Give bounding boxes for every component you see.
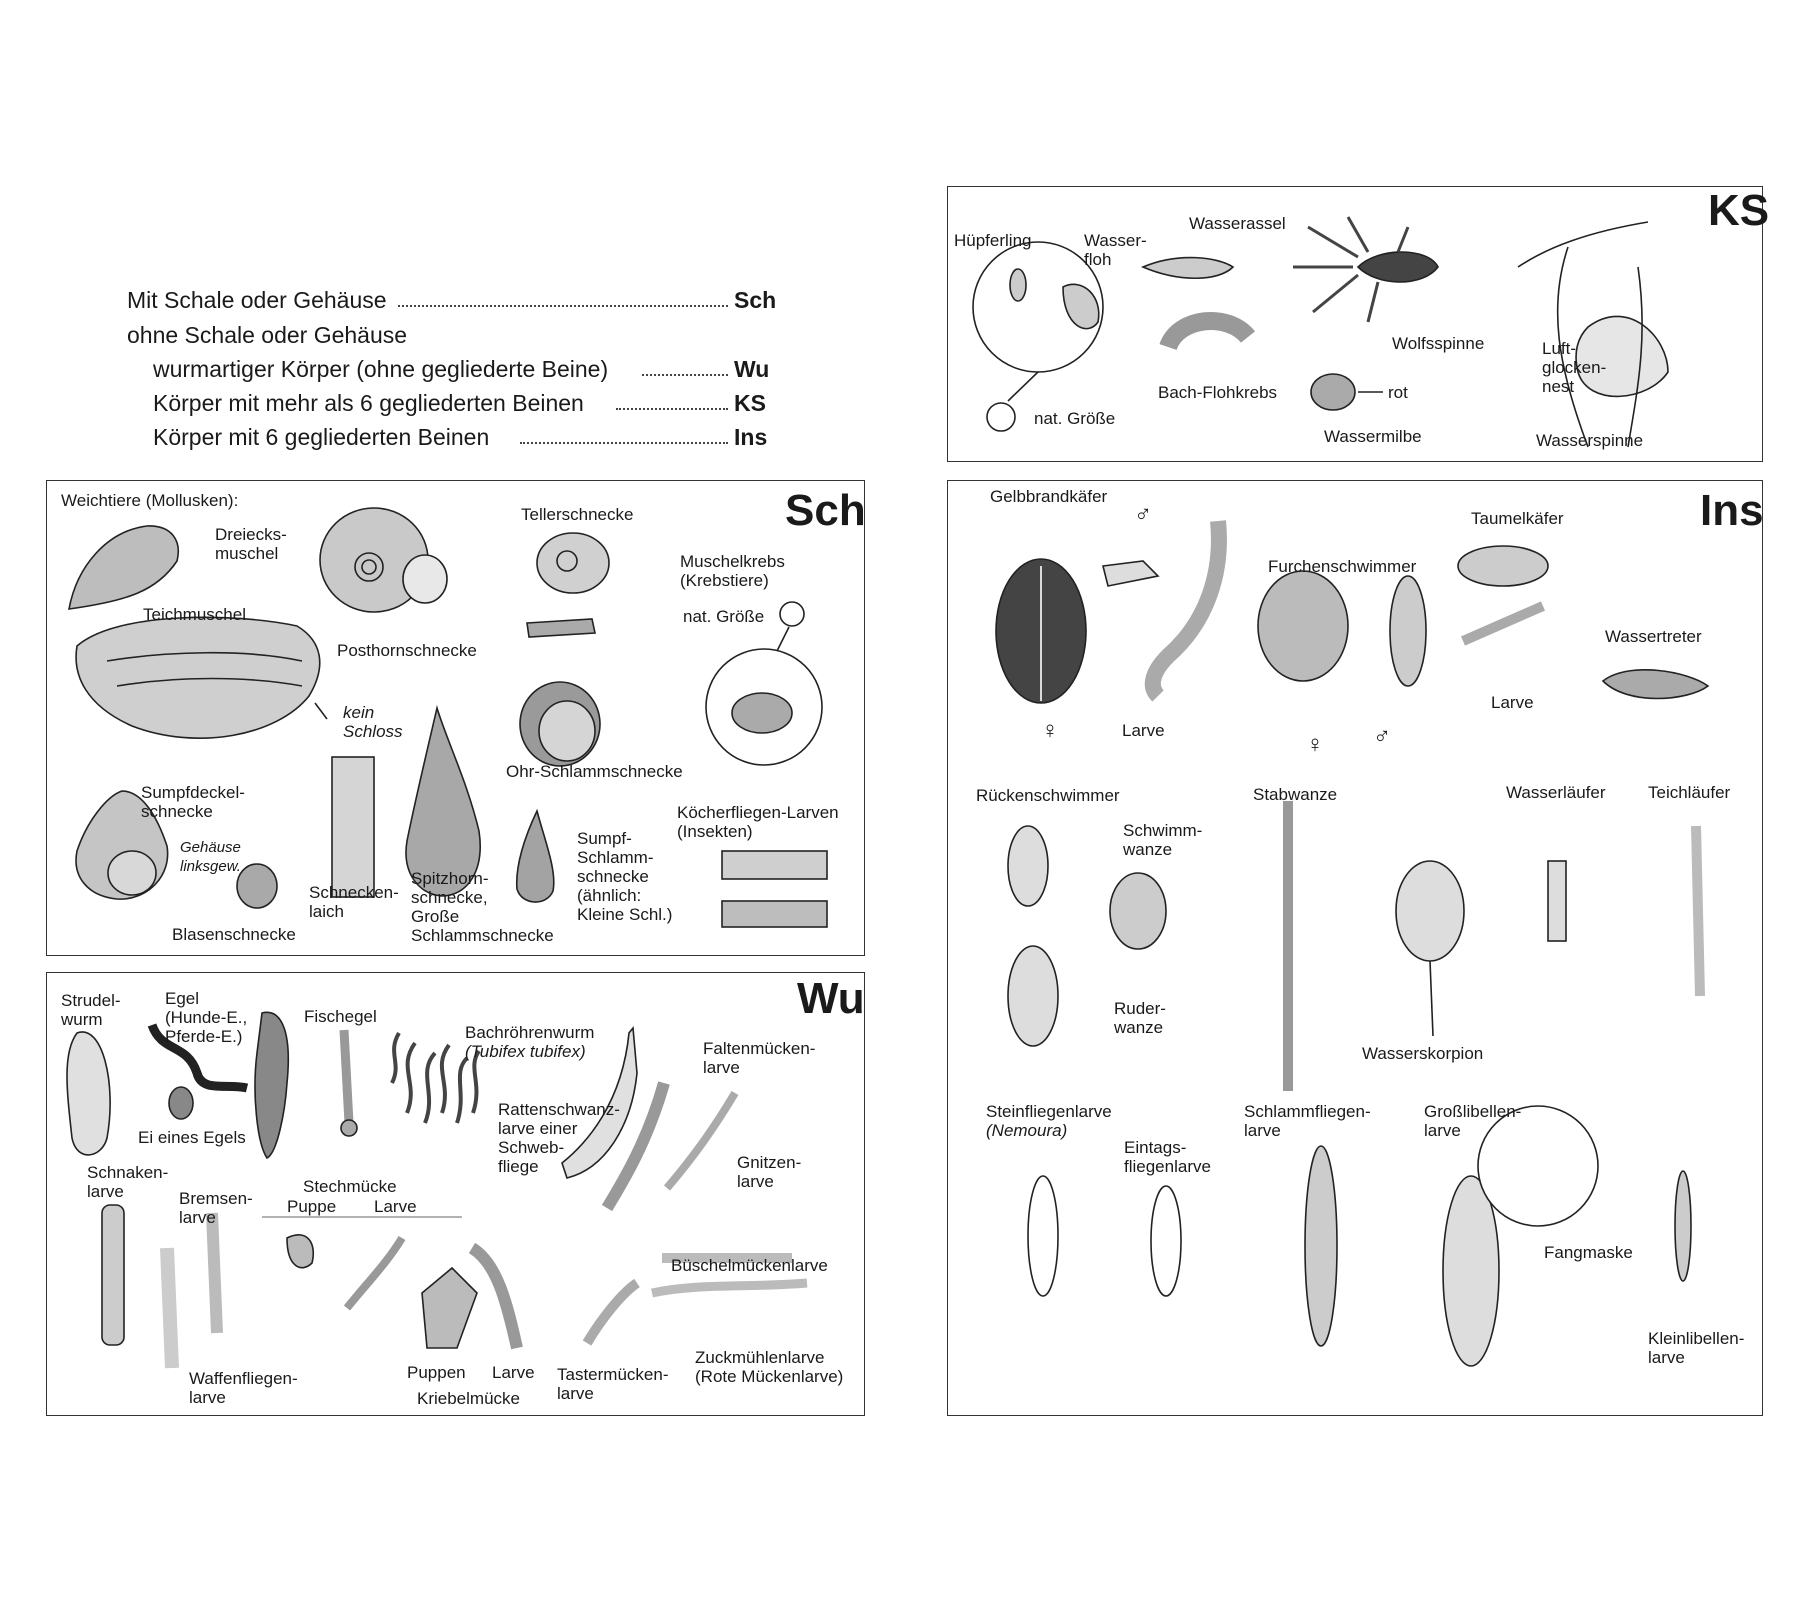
label-stechmuecke: Stechmücke xyxy=(303,1177,397,1196)
label-kleinlibellenlarve: Kleinlibellen- larve xyxy=(1648,1329,1745,1367)
label-blasenschnecke: Blasenschnecke xyxy=(172,925,296,944)
label-spitzhornschnecke: Spitzhorn- schnecke, Große Schlammschnecke xyxy=(411,869,554,945)
flohkrebs-shape xyxy=(1168,321,1248,347)
key-row-shell: Mit Schale oder Gehäuse xyxy=(127,287,387,313)
rueckenschwimmer-shape xyxy=(1008,826,1048,906)
steinfliegenlarve-shape xyxy=(1028,1176,1058,1296)
label-male-1: ♂ xyxy=(1134,501,1152,528)
kriebelmuecke-larve-shape xyxy=(472,1248,517,1348)
label-wassermilbe: Wassermilbe xyxy=(1324,427,1422,446)
label-waffenfliegenlarve: Waffenfliegen- larve xyxy=(189,1369,298,1407)
label-nat-groesse: nat. Größe xyxy=(683,607,765,626)
label-teichmuschel: Teichmuschel xyxy=(143,605,246,624)
furchenschwimmer-side xyxy=(1390,576,1426,686)
label-male-2: ♂ xyxy=(1373,723,1391,750)
label-faltenmueckenlarve: Faltenmücken- larve xyxy=(703,1039,816,1077)
key-row-insect: Körper mit 6 gegliederten Beinen xyxy=(153,424,490,450)
label-wassertreter: Wassertreter xyxy=(1605,627,1702,646)
koecherfliegen-larve-2 xyxy=(722,901,827,927)
panel-title-ks: KS xyxy=(1708,186,1770,235)
kriebelmuecke-puppen-shape xyxy=(422,1268,477,1348)
label-koecherfliegen: Köcherfliegen-Larven (Insekten) xyxy=(677,803,839,841)
wassermilbe-shape xyxy=(1311,374,1355,410)
label-larve: Larve xyxy=(374,1197,417,1216)
hundeegel-shape xyxy=(255,1012,288,1158)
label-wasserspinne: Wasserspinne xyxy=(1536,431,1644,450)
label-sumpfdeckelschnecke: Sumpfdeckel- schnecke xyxy=(141,783,245,821)
label-gnitzenlarve: Gnitzen- larve xyxy=(737,1153,802,1191)
label-female-1: ♀ xyxy=(1041,717,1059,744)
label-rot: rot xyxy=(1388,383,1408,402)
panel-ks xyxy=(947,186,1770,462)
taumelkaefer-larve-shape xyxy=(1463,606,1543,641)
zuckmuecklenlarve-shape xyxy=(652,1283,807,1293)
key-leader xyxy=(398,305,728,307)
key-leader xyxy=(520,442,728,444)
gelbbrandkaefer-larve-shape xyxy=(1153,521,1219,696)
label-posthornschnecke: Posthornschnecke xyxy=(337,641,477,660)
koecherfliegen-larve-1 xyxy=(722,851,827,879)
schnakenlarve-shape xyxy=(102,1205,124,1345)
label-tellerschnecke: Tellerschnecke xyxy=(521,505,634,524)
label-grosslibellenlarve: Großlibellen- larve xyxy=(1424,1102,1522,1140)
label-furchenschwimmer: Furchenschwimmer xyxy=(1268,557,1417,576)
strudelwurm-shape xyxy=(67,1032,110,1155)
label-bachroehrenwurm: Bachröhrenwurm (Tubifex tubifex) xyxy=(465,1023,595,1061)
label-weichtiere: Weichtiere (Mollusken): xyxy=(61,491,239,510)
label-schneckenlaich: Schnecken- laich xyxy=(309,883,399,921)
label-wasserassel: Wasserassel xyxy=(1189,214,1286,233)
label-puppe: Puppe xyxy=(287,1197,337,1216)
label-wasserlaeufer: Wasserläufer xyxy=(1506,783,1606,802)
panel-title-ins: Ins xyxy=(1700,486,1764,535)
label-bueschelmueckenlarve: Büschelmückenlarve xyxy=(671,1256,828,1275)
dreiecksmuschel-shape xyxy=(69,526,178,609)
label-kein-schloss: kein Schloss xyxy=(343,703,403,741)
key-row-worm: wurmartiger Körper (ohne gegliederte Beine) xyxy=(153,356,609,382)
label-steinfliegenlarve: Steinfliegenlarve (Nemoura) xyxy=(986,1102,1112,1140)
label-female-2: ♀ xyxy=(1306,731,1324,758)
panel-title-sch: Sch xyxy=(785,486,866,535)
wolfsspinne-shape xyxy=(1358,252,1438,282)
label-ei-eines-egels: Ei eines Egels xyxy=(138,1128,246,1147)
schwimmwanze-shape xyxy=(1110,873,1166,949)
key-code-ks: KS xyxy=(734,390,766,416)
label-dreiecksmuschel: Dreiecks- muschel xyxy=(215,525,287,563)
label-kriebelmuecke: Kriebelmücke xyxy=(417,1389,520,1408)
key-code-ins: Ins xyxy=(734,424,768,450)
label-schlammfliegenlarve: Schlammfliegen- larve xyxy=(1244,1102,1371,1140)
label-bach-flohkrebs: Bach-Flohkrebs xyxy=(1158,383,1278,402)
label-huepferling: Hüpferling xyxy=(954,231,1032,250)
taumelkaefer-shape xyxy=(1458,546,1548,586)
wasserlaeufer-shape xyxy=(1548,861,1566,941)
label-schnakenlarve: Schnaken- larve xyxy=(87,1163,169,1201)
teichmuschel-shape xyxy=(76,617,320,738)
label-wasserfloh: Wasser- floh xyxy=(1084,231,1147,269)
label-luftglockennest: Luft- glocken- nest xyxy=(1542,339,1607,396)
label-rueckenschwimmer: Rückenschwimmer xyxy=(976,786,1120,805)
label-fischegel: Fischegel xyxy=(304,1007,377,1026)
panel-title-wu: Wu xyxy=(797,974,865,1023)
label-bremsenlarve: Bremsen- larve xyxy=(179,1189,253,1227)
schneckenlaich-shape xyxy=(332,757,374,897)
ruderwanze-shape xyxy=(1008,946,1058,1046)
gelbbrandkaefer-male-head xyxy=(1103,561,1158,586)
key-leader xyxy=(642,374,728,376)
wasserskorpion-shape xyxy=(1396,861,1464,961)
teichlaeufer-shape xyxy=(1696,826,1700,996)
label-wasserskorpion: Wasserskorpion xyxy=(1362,1044,1484,1063)
label-egel: Egel (Hunde-E., Pferde-E.) xyxy=(165,989,248,1046)
label-muschelkrebs: Muschelkrebs (Krebstiere) xyxy=(680,552,785,590)
label-strudelwurm: Strudel- wurm xyxy=(61,991,121,1029)
key-row-crustacean: Körper mit mehr als 6 gegliederten Beinen xyxy=(153,390,584,416)
label-larve-kriebel: Larve xyxy=(492,1363,535,1382)
schlammfliegenlarve-shape xyxy=(1305,1146,1337,1346)
label-larve-gelbbrand: Larve xyxy=(1122,721,1165,740)
label-gelbbrandkaefer: Gelbbrandkäfer xyxy=(990,487,1108,506)
label-stabwanze: Stabwanze xyxy=(1253,785,1338,804)
stechmuecke-larve-shape xyxy=(347,1238,402,1308)
key-code-wu: Wu xyxy=(734,356,770,382)
fischegel-shape xyxy=(344,1030,349,1123)
huepferling-shape xyxy=(1010,269,1026,301)
wassertreter-shape xyxy=(1603,670,1708,699)
key-row-noshell: ohne Schale oder Gehäuse xyxy=(127,322,408,348)
label-eintagsfliegenlarve: Eintags- fliegenlarve xyxy=(1124,1138,1211,1176)
label-ruderwanze: Ruder- wanze xyxy=(1114,999,1166,1037)
wasserassel-shape xyxy=(1143,258,1233,279)
label-ohr-schlammschnecke: Ohr-Schlammschnecke xyxy=(506,762,683,781)
label-sumpf-schlammschnecke: Sumpf- Schlamm- schnecke (ähnlich: Kleine Schl.) xyxy=(577,829,673,924)
label-zuckmuecklenlarve: Zuckmühlenlarve (Rote Mückenlarve) xyxy=(695,1348,844,1386)
waffenfliegenlarve-shape xyxy=(167,1248,172,1368)
gnitzenlarve-shape xyxy=(667,1093,735,1188)
label-fangmaske: Fangmaske xyxy=(1544,1243,1633,1262)
label-nat-groesse: nat. Größe xyxy=(1034,409,1116,428)
blasenschnecke-shape xyxy=(237,864,277,908)
eintagsfliegenlarve-shape xyxy=(1151,1186,1181,1296)
furchenschwimmer-shape xyxy=(1258,571,1348,681)
label-gehaeuse-linksgew: Gehäuse linksgew. xyxy=(180,839,241,875)
kleinlibellenlarve-shape xyxy=(1675,1171,1691,1281)
label-taumelkaefer: Taumelkäfer xyxy=(1471,509,1564,528)
label-rattenschwanzlarve: Rattenschwanz- larve einer Schweb- fliege xyxy=(498,1100,620,1176)
label-puppen: Puppen xyxy=(407,1363,466,1382)
key-code-sch: Sch xyxy=(734,287,777,313)
tellerschnecke-shape xyxy=(537,533,609,593)
panel-wu xyxy=(46,972,865,1416)
label-teichlaeufer: Teichläufer xyxy=(1648,783,1731,802)
tastermueckenlarve-shape xyxy=(587,1283,637,1343)
bremsenlarve-shape xyxy=(212,1213,217,1333)
label-larve-taumel: Larve xyxy=(1491,693,1534,712)
panel-ins xyxy=(947,480,1763,1416)
egel-ei xyxy=(169,1087,193,1119)
label-tastermueckenlarve: Tastermücken- larve xyxy=(557,1365,669,1403)
key-leader xyxy=(616,408,728,410)
spitzhornschnecke-shape xyxy=(406,708,480,896)
ins-illustrations xyxy=(948,481,1762,1415)
panel-sch xyxy=(46,480,865,956)
stechmuecke-puppe-shape xyxy=(287,1235,313,1268)
grosslibellenlarve-shape xyxy=(1443,1176,1499,1366)
label-schwimmwanze: Schwimm- wanze xyxy=(1123,821,1203,859)
label-wolfsspinne: Wolfsspinne xyxy=(1392,334,1485,353)
identification-key xyxy=(0,0,800,460)
